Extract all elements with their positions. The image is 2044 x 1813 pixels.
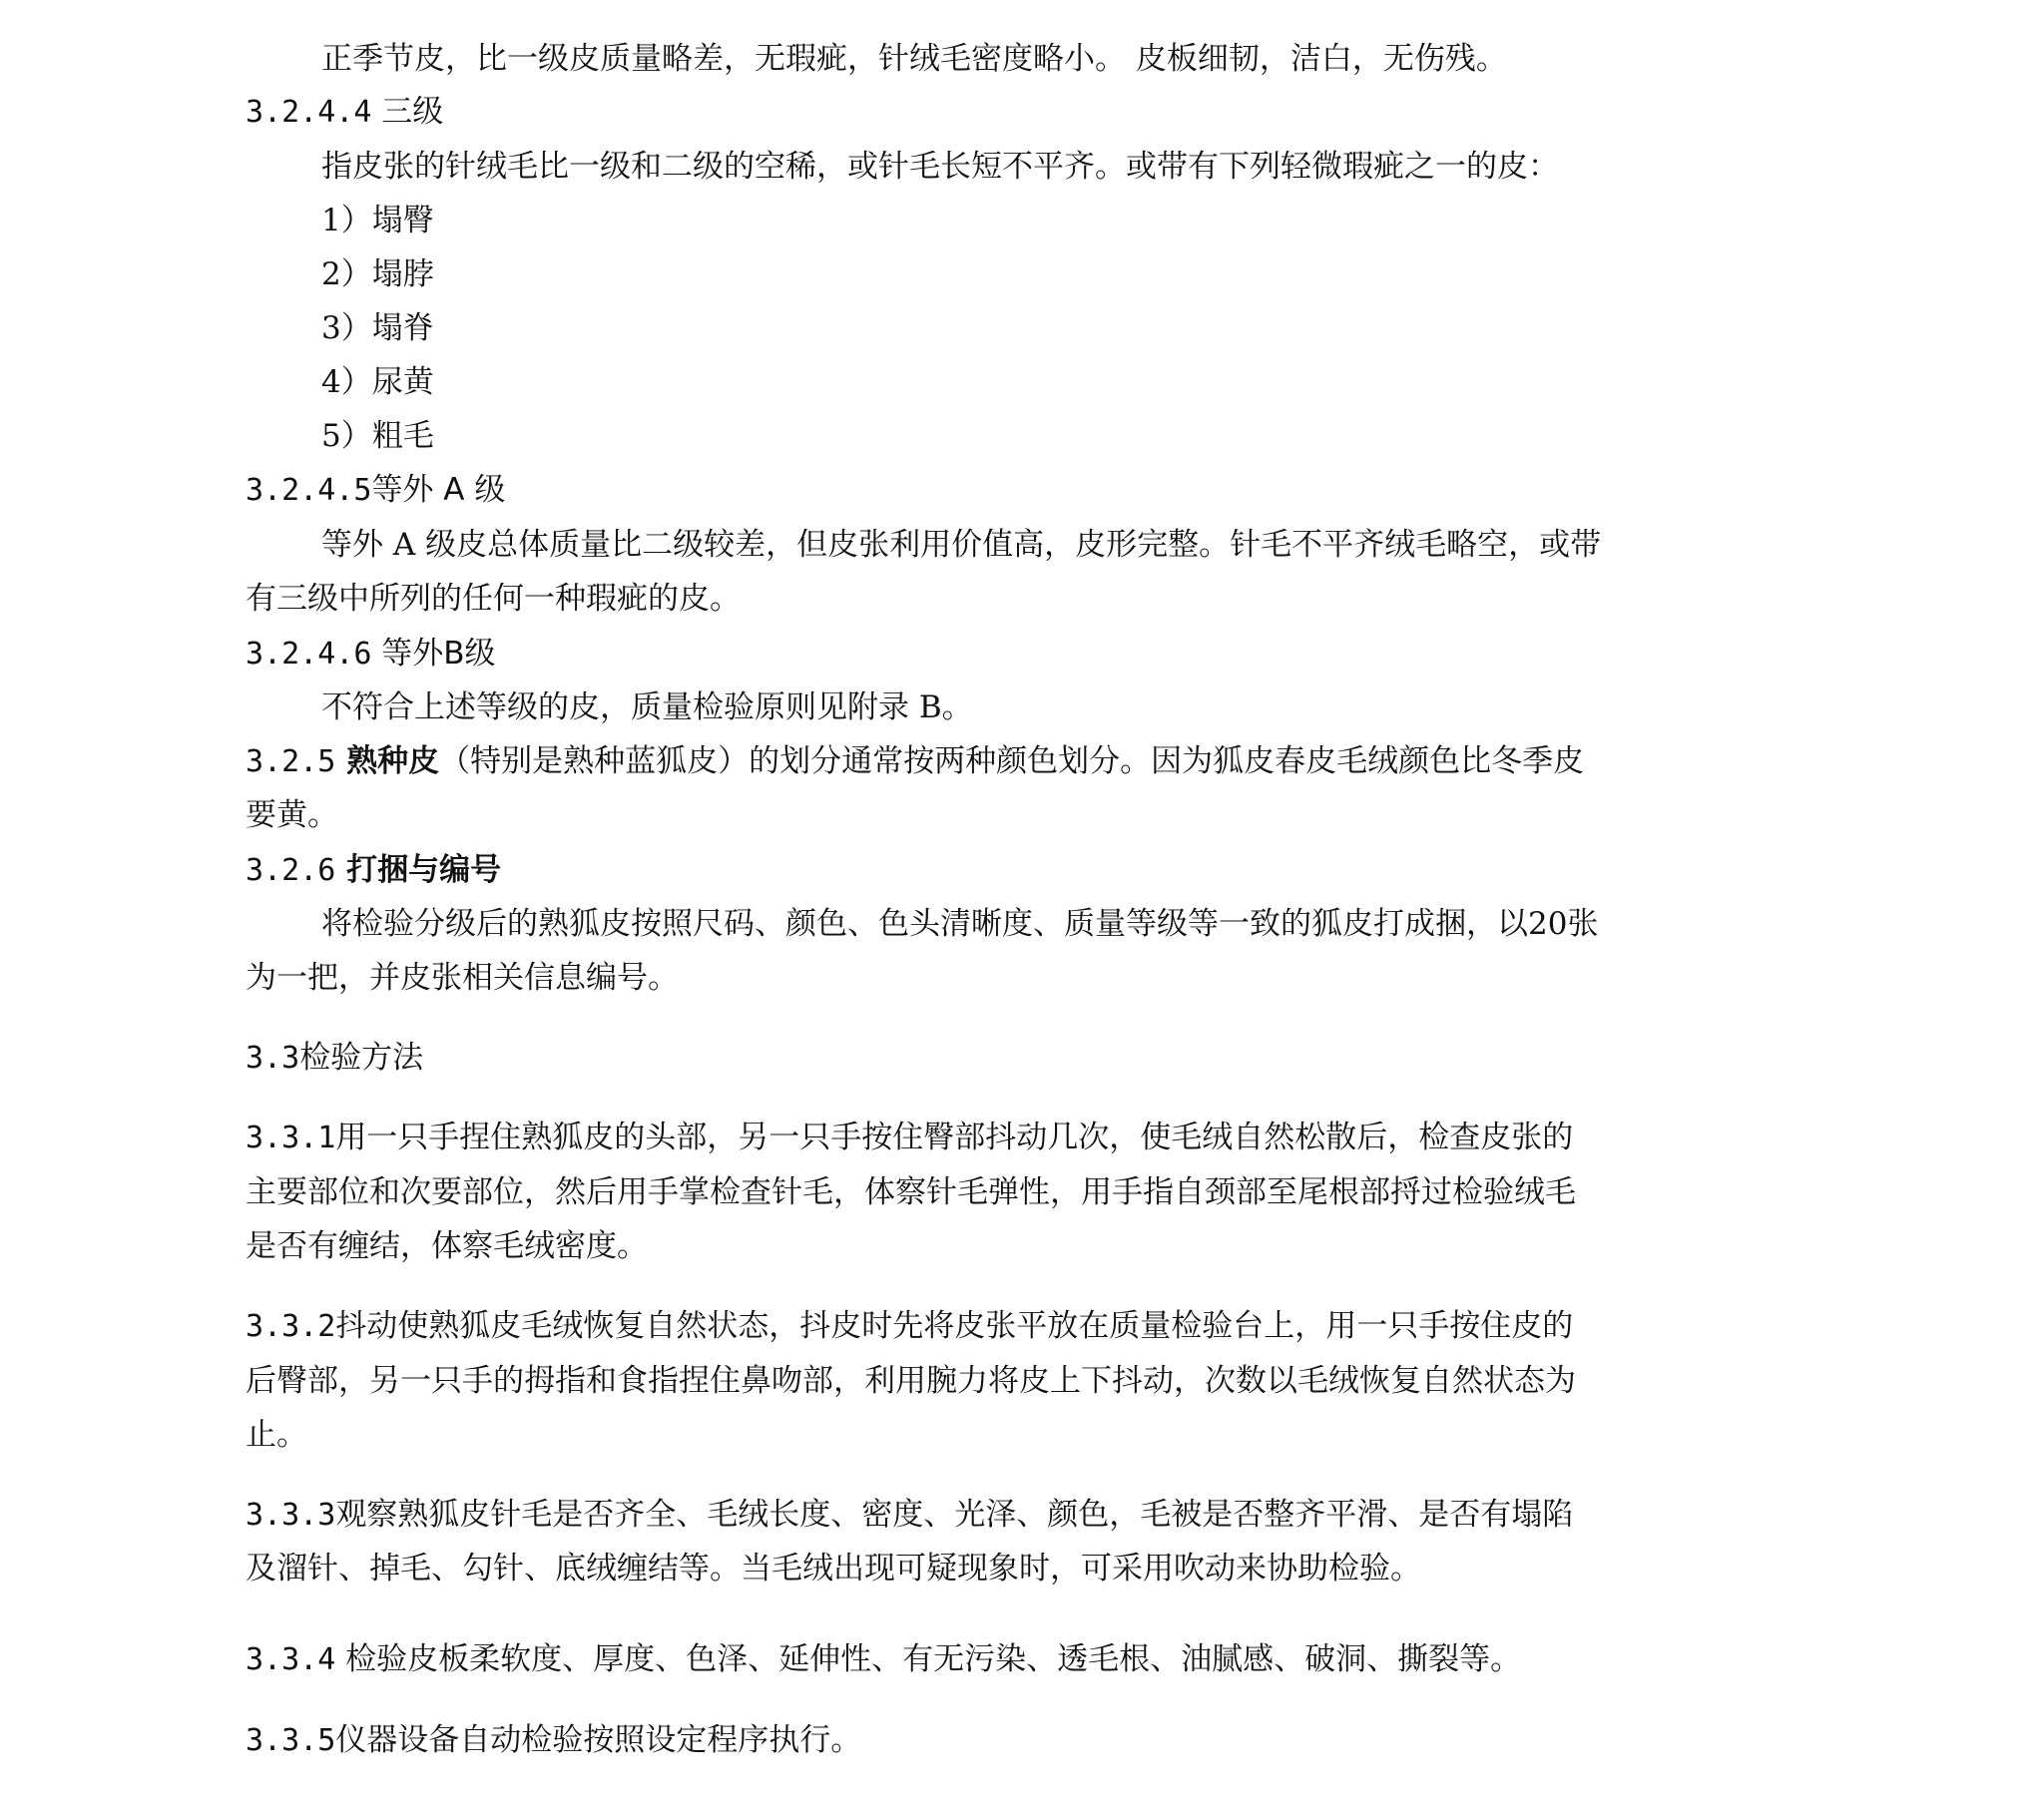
section-332-line2: 后臀部，另一只手的拇指和食指捏住鼻吻部，利用腕力将皮上下抖动，次数以毛绒恢复自然状态为 [246, 1363, 1576, 1399]
section-331-line1 [246, 1120, 1574, 1155]
section-325-line2: 要黄。 [246, 797, 338, 833]
section-3245-heading [246, 472, 506, 508]
section-331-text: 用一只手捏住熟狐皮的头部，另一只手按住臀部抖动几次，使毛绒自然松散后，检查皮张的 [335, 1120, 1574, 1155]
section-332-line3: 止。 [246, 1417, 307, 1453]
section-326-text-line2: 为一把，并皮张相关信息编号。 [246, 960, 679, 996]
section-326-text-line1: 将检验分级后的熟狐皮按照尺码、颜色、色头清晰度、质量等级等一致的狐皮打成捆，以20张 [321, 906, 1599, 942]
section-title: 三级 [371, 94, 444, 130]
section-number: 3.3.3 [246, 1498, 336, 1533]
section-333-line1 [246, 1497, 1574, 1533]
section-331-line2: 主要部位和次要部位，然后用手掌检查针毛，体察针毛弹性，用手指自颈部至尾根部捋过检验绒毛 [246, 1174, 1576, 1210]
section-title: 检验方法 [299, 1040, 424, 1076]
section-33-heading [246, 1040, 424, 1076]
section-325-line1 [246, 743, 1585, 779]
section-number: 3.3.5 [246, 1723, 336, 1758]
section-number: 3.2.4.6 [246, 637, 372, 672]
section-number: 3.2.4.5 [246, 473, 372, 508]
section-title: 等外 A 级 [371, 472, 506, 508]
section-number: 3.2.5 [246, 744, 336, 779]
section-3246-text: 不符合上述等级的皮，质量检验原则见附录 B。 [321, 689, 973, 725]
section-3245-text-line1: 等外 A 级皮总体质量比二级较差，但皮张利用价值高，皮形完整。针毛不平齐绒毛略空，或带 [321, 527, 1602, 563]
section-333-line2: 及溜针、掉毛、勾针、底绒缠结等。当毛绒出现可疑现象时，可采用吹动来协助检验。 [246, 1551, 1421, 1586]
section-332-text: 抖动使熟狐皮毛绒恢复自然状态，抖皮时先将皮张平放在质量检验台上，用一只手按住皮的 [335, 1308, 1574, 1344]
section-number: 3.2.6 [246, 853, 336, 888]
list-item: 2）塌脖 [321, 256, 434, 292]
list-item: 5）粗毛 [321, 418, 434, 454]
section-title: 熟种皮 [335, 743, 440, 779]
section-number: 3.2.4.4 [246, 95, 372, 130]
section-331-line3: 是否有缠结，体察毛绒密度。 [246, 1228, 648, 1264]
section-334-line [246, 1641, 1522, 1677]
list-item: 3）塌脊 [321, 310, 434, 346]
section-title: 等外B级 [371, 636, 496, 672]
list-item: 1）塌臀 [321, 203, 434, 238]
grade2-continuation-text: 正季节皮，比一级皮质量略差，无瑕疵，针绒毛密度略小。 皮板细韧，洁白，无伤残。 [321, 41, 1507, 77]
section-title: 打捆与编号 [335, 852, 502, 888]
section-333-text: 观察熟狐皮针毛是否齐全、毛绒长度、密度、光泽、颜色，毛被是否整齐平滑、是否有塌陷 [335, 1497, 1574, 1533]
section-3244-text: 指皮张的针绒毛比一级和二级的空稀，或针毛长短不平齐。或带有下列轻微瑕疵之一的皮： [321, 149, 1559, 185]
section-335-line [246, 1722, 862, 1758]
section-326-heading [246, 852, 502, 888]
section-3245-text-line2: 有三级中所列的任何一种瑕疵的皮。 [246, 581, 741, 617]
list-item: 4）尿黄 [321, 364, 434, 400]
section-number: 3.3.2 [246, 1309, 336, 1344]
section-number: 3.3 [246, 1041, 300, 1076]
section-332-line1 [246, 1308, 1574, 1344]
section-3244-heading [246, 94, 444, 130]
section-335-text: 仪器设备自动检验按照设定程序执行。 [335, 1722, 862, 1758]
section-334-text: 检验皮板柔软度、厚度、色泽、延伸性、有无污染、透毛根、油腻感、破洞、撕裂等。 [335, 1641, 1522, 1677]
section-number: 3.3.4 [246, 1642, 336, 1677]
section-325-text: （特别是熟种蓝狐皮）的划分通常按两种颜色划分。因为狐皮春皮毛绒颜色比冬季皮 [439, 743, 1585, 779]
section-number: 3.3.1 [246, 1121, 336, 1155]
section-3246-heading [246, 636, 496, 672]
